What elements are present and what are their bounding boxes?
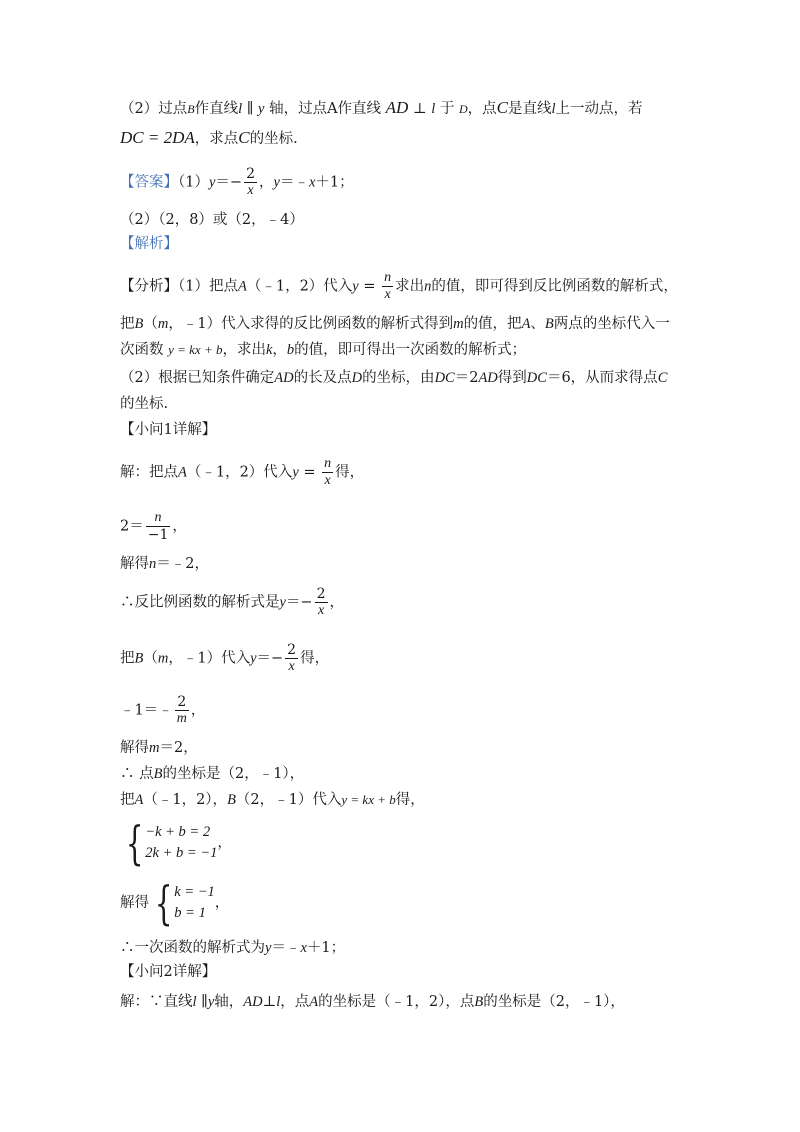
fraction: $\frac{n}{x}$	[384, 270, 392, 302]
solution-1-line-2: 2＝ $\frac{n}{-1}$ ，	[120, 510, 187, 543]
sub-question-1-heading: 【小问1详解】	[120, 422, 217, 438]
analysis-line-2: 把B（m，﹣1）代入求得的反比例函数的解析式得到m的值，把A、B两点的坐标代入一	[120, 316, 670, 332]
solution-1-line-6: ﹣1＝﹣ $\frac{2}{m}$ ，	[120, 694, 206, 726]
answer-tag: 【答案】	[120, 174, 178, 191]
analysis-line-5: 的坐标.	[120, 396, 169, 412]
question-2-line-1: （2）过点B作直线l ∥ y 轴，过点A作直线 AD ⊥ l 于 D，点C是直线l上一动点，若	[120, 98, 643, 117]
answer-line-2: （2）（2，8）或（2，﹣4）	[120, 212, 304, 228]
analysis-tag: 【解析】	[120, 236, 178, 252]
solution-1-line-9: 把A（﹣1，2），B（2，﹣1）代入y = kx + b得，	[120, 792, 425, 808]
fraction: $\frac{2}{x}$	[246, 166, 255, 198]
solution-1-line-5: 把B（m，﹣1）代入y＝− $\frac{2}{x}$ 得，	[120, 642, 330, 674]
analysis-line-4: （2）根据已知条件确定AD的长及点D的坐标，由DC＝2AD得到DC＝6，从而求得点C	[120, 370, 668, 386]
solution-1-line-3: 解得n＝﹣2，	[120, 556, 209, 572]
fraction: $\frac{2}{x}$	[316, 586, 326, 618]
solution-2-line-1: 解：∵直线l ∥y轴，AD⊥l，点A的坐标是（﹣1，2），点B的坐标是（2，﹣1），	[120, 994, 625, 1010]
question-2-line-2: DC = 2DA，求点C的坐标.	[120, 128, 298, 147]
answer-line-1: 【答案】（1）y＝− $\frac{2}{x}$ ，y＝﹣x＋1；	[120, 166, 354, 198]
fraction: $\frac{2}{x}$	[287, 642, 297, 674]
fraction: $\frac{n}{x}$	[324, 456, 332, 488]
equation-system-1: { −k + b = 2 2k + b = −1 ，	[125, 816, 232, 870]
solution-1-line-8: ∴ 点B的坐标是（2，﹣1），	[120, 766, 305, 782]
analysis-line-1: 【分析】（1）把点A（﹣1，2）代入y = $\frac{n}{x}$ 求出n的值，即可得到反比例函数的解析式，	[120, 270, 678, 302]
solution-1-line-1: 解：把点A（﹣1，2）代入y = $\frac{n}{x}$ 得，	[120, 456, 365, 488]
fraction: $\frac{2}{m}$	[176, 694, 187, 726]
fraction: $\frac{n}{-1}$	[147, 510, 169, 543]
analysis-line-3: 次函数 y = kx + b，求出k，b的值，即可得出一次函数的解析式；	[120, 342, 527, 358]
solution-1-line-7: 解得m＝2，	[120, 740, 198, 756]
equation-system-2: 解得 { k = −1 b = 1 ，	[120, 876, 230, 930]
solution-1-line-11: ∴一次函数的解析式为y＝﹣x＋1；	[120, 940, 346, 956]
sub-question-2-heading: 【小问2详解】	[120, 964, 217, 980]
solution-1-line-4: ∴反比例函数的解析式是y＝− $\frac{2}{x}$ ，	[120, 586, 345, 618]
